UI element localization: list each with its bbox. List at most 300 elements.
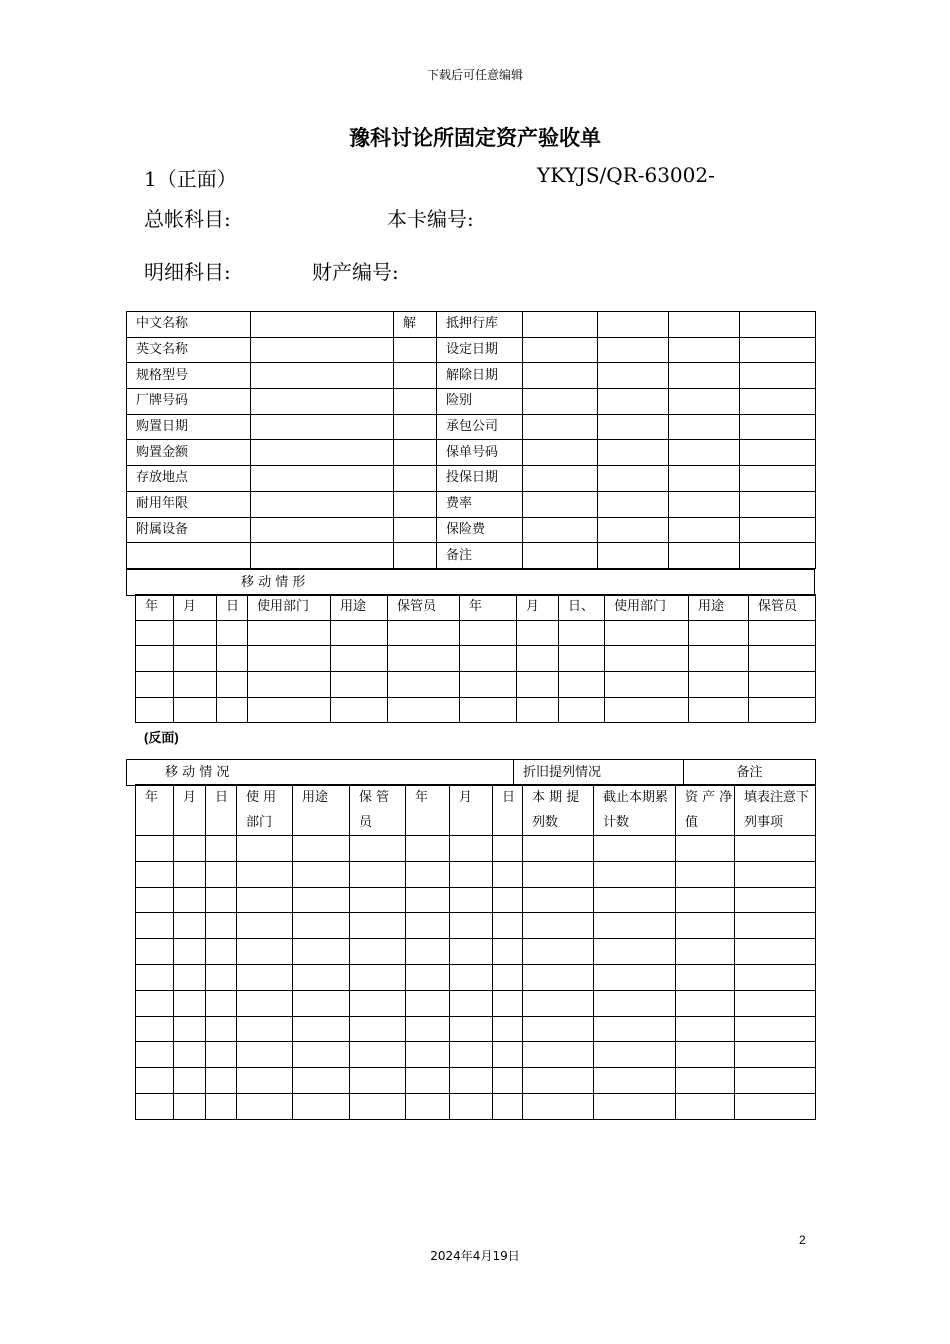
table-cell (594, 990, 676, 1016)
table-cell (406, 990, 450, 1016)
table-cell (293, 1068, 350, 1094)
table-cell (735, 861, 816, 887)
insurance-field-value (740, 312, 816, 338)
column-header: 用途 (293, 785, 350, 836)
table-cell (517, 620, 559, 646)
table-cell (406, 836, 450, 862)
header-note: 下载后可任意编辑 (426, 68, 523, 82)
table-cell (136, 939, 174, 965)
insurance-field-label: 保险费 (437, 517, 523, 543)
jie-cell: 解 (394, 312, 437, 338)
table-row (136, 913, 816, 939)
asset-field-label: 附属设备 (127, 517, 251, 543)
table-cell (293, 836, 350, 862)
insurance-field-value (598, 337, 669, 363)
table-cell (493, 836, 523, 862)
table-cell (237, 1042, 293, 1068)
detail-account-label: 明细科目: (144, 260, 231, 284)
table-cell (689, 672, 749, 698)
table-row (136, 646, 816, 672)
table-row (136, 620, 816, 646)
table-cell (594, 939, 676, 965)
blank-cell (394, 517, 437, 543)
table-cell (689, 620, 749, 646)
table-cell (676, 887, 735, 913)
insurance-field-value (598, 543, 669, 569)
back-movement-title: 移 动 情 况 (127, 760, 514, 786)
table-cell (331, 620, 388, 646)
blank-cell (394, 466, 437, 492)
table-cell (206, 836, 237, 862)
table-cell (493, 1042, 523, 1068)
table-cell (450, 1093, 493, 1119)
blank-cell (394, 363, 437, 389)
table-cell (676, 913, 735, 939)
blank-cell (394, 414, 437, 440)
insurance-field-value (523, 466, 598, 492)
insurance-field-value (740, 466, 816, 492)
table-cell (388, 672, 460, 698)
table-cell (237, 887, 293, 913)
table-cell (735, 1068, 816, 1094)
table-cell (749, 620, 816, 646)
page-number: 2 (799, 1233, 806, 1247)
table-cell (248, 672, 331, 698)
table-cell (206, 1093, 237, 1119)
table-cell (735, 836, 816, 862)
document-title: 豫科讨论所固定资产验收单 (349, 125, 601, 150)
asset-field-value (251, 389, 394, 415)
table-row (136, 887, 816, 913)
table-row (127, 466, 816, 492)
table-cell (217, 697, 248, 723)
column-header: 年 (136, 785, 174, 836)
table-cell (676, 964, 735, 990)
table-cell (174, 887, 206, 913)
insurance-field-value (598, 312, 669, 338)
table-cell (206, 939, 237, 965)
table-cell (517, 672, 559, 698)
table-cell (174, 672, 217, 698)
table-cell (460, 697, 517, 723)
table-cell (676, 861, 735, 887)
column-header: 年 (136, 595, 174, 621)
table-cell (136, 672, 174, 698)
column-header: 使用部门 (248, 595, 331, 621)
table-cell (523, 1016, 594, 1042)
back-side-label: (反面) (144, 730, 179, 745)
table-cell (206, 861, 237, 887)
table-cell (248, 646, 331, 672)
table-cell (350, 913, 406, 939)
column-header: 月 (517, 595, 559, 621)
table-cell (523, 887, 594, 913)
column-header: 用途 (689, 595, 749, 621)
table-cell (217, 646, 248, 672)
table-cell (735, 1042, 816, 1068)
column-header: 月 (174, 785, 206, 836)
table-cell (523, 1068, 594, 1094)
table-cell (735, 939, 816, 965)
asset-field-label: 英文名称 (127, 337, 251, 363)
insurance-field-value (740, 337, 816, 363)
table-cell (676, 1042, 735, 1068)
insurance-field-value (523, 312, 598, 338)
asset-field-value (251, 363, 394, 389)
insurance-field-label: 费率 (437, 491, 523, 517)
asset-field-value (251, 491, 394, 517)
table-cell (735, 964, 816, 990)
table-cell (460, 646, 517, 672)
table-row (127, 517, 816, 543)
table-cell (237, 913, 293, 939)
blank-cell (394, 440, 437, 466)
table-cell (174, 990, 206, 1016)
table-cell (735, 990, 816, 1016)
table-cell (350, 1093, 406, 1119)
table-cell (523, 836, 594, 862)
table-cell (523, 1042, 594, 1068)
table-cell (237, 836, 293, 862)
table-cell (174, 1016, 206, 1042)
table-cell (136, 1093, 174, 1119)
asset-number-label: 财产编号: (312, 260, 399, 284)
insurance-field-label: 备注 (437, 543, 523, 569)
table-cell (605, 697, 689, 723)
table-row (127, 440, 816, 466)
table-cell (136, 1068, 174, 1094)
table-cell (174, 939, 206, 965)
table-cell (450, 836, 493, 862)
table-cell (350, 1016, 406, 1042)
table-cell (174, 861, 206, 887)
column-header: 年 (406, 785, 450, 836)
table-cell (174, 1093, 206, 1119)
table-cell (559, 646, 605, 672)
table-cell (523, 913, 594, 939)
insurance-field-value (598, 466, 669, 492)
insurance-field-value (598, 491, 669, 517)
back-remarks-title: 备注 (684, 760, 816, 786)
table-cell (206, 964, 237, 990)
table-cell (735, 1016, 816, 1042)
table-cell (450, 861, 493, 887)
table-cell (594, 836, 676, 862)
table-cell (406, 1016, 450, 1042)
table-cell (735, 913, 816, 939)
table-row (127, 414, 816, 440)
general-account-label: 总帐科目: (144, 207, 231, 231)
table-cell (237, 964, 293, 990)
insurance-field-value (669, 466, 740, 492)
table-cell (350, 1042, 406, 1068)
insurance-field-value (669, 414, 740, 440)
column-header: 保管员 (388, 595, 460, 621)
table-cell (406, 1093, 450, 1119)
table-cell (493, 1016, 523, 1042)
table-cell (594, 861, 676, 887)
asset-field-label: 存放地点 (127, 466, 251, 492)
table-cell (460, 620, 517, 646)
blank-cell (394, 543, 437, 569)
table-cell (331, 646, 388, 672)
asset-field-label: 厂牌号码 (127, 389, 251, 415)
table-cell (350, 861, 406, 887)
table-cell (676, 1093, 735, 1119)
table-cell (388, 620, 460, 646)
table-cell (331, 672, 388, 698)
table-row (136, 1068, 816, 1094)
table-cell (450, 990, 493, 1016)
table-cell (293, 887, 350, 913)
insurance-field-value (523, 440, 598, 466)
insurance-field-label: 险别 (437, 389, 523, 415)
table-cell (136, 620, 174, 646)
table-cell (136, 697, 174, 723)
table-cell (406, 964, 450, 990)
table-cell (293, 1042, 350, 1068)
table-row (127, 491, 816, 517)
table-cell (493, 1068, 523, 1094)
asset-field-value (251, 466, 394, 492)
table-row (127, 337, 816, 363)
insurance-field-value (669, 491, 740, 517)
table-cell (406, 861, 450, 887)
insurance-field-label: 承包公司 (437, 414, 523, 440)
side-label: 1（正面） (144, 167, 237, 191)
table-cell (406, 887, 450, 913)
table-cell (174, 964, 206, 990)
table-cell (450, 964, 493, 990)
insurance-field-value (523, 363, 598, 389)
table-row (127, 363, 816, 389)
table-cell (406, 1042, 450, 1068)
table-row (136, 1016, 816, 1042)
table-cell (136, 887, 174, 913)
table-cell (206, 887, 237, 913)
table-cell (676, 1016, 735, 1042)
table-cell (237, 990, 293, 1016)
table-row (136, 861, 816, 887)
table-cell (493, 861, 523, 887)
table-cell (689, 646, 749, 672)
table-cell (523, 964, 594, 990)
table-cell (735, 887, 816, 913)
table-cell (293, 913, 350, 939)
insurance-field-label: 解除日期 (437, 363, 523, 389)
table-cell (594, 887, 676, 913)
table-cell (217, 672, 248, 698)
insurance-field-value (740, 543, 816, 569)
table-cell (406, 939, 450, 965)
table-row (136, 1093, 816, 1119)
table-cell (523, 990, 594, 1016)
table-cell (594, 1016, 676, 1042)
column-header: 日 (217, 595, 248, 621)
blank-cell (394, 389, 437, 415)
column-header: 年 (460, 595, 517, 621)
table-cell (217, 620, 248, 646)
table-cell (523, 1093, 594, 1119)
table-cell (735, 1093, 816, 1119)
table-row (136, 990, 816, 1016)
table-cell (450, 1042, 493, 1068)
asset-field-value (251, 414, 394, 440)
table-cell (293, 990, 350, 1016)
asset-field-label: 购置日期 (127, 414, 251, 440)
table-cell (676, 1068, 735, 1094)
table-cell (174, 697, 217, 723)
insurance-field-value (669, 517, 740, 543)
table-cell (450, 913, 493, 939)
insurance-field-value (740, 517, 816, 543)
table-row (136, 697, 816, 723)
table-cell (749, 646, 816, 672)
table-cell (174, 1068, 206, 1094)
column-header: 日 (493, 785, 523, 836)
column-header: 使用部门 (605, 595, 689, 621)
table-cell (136, 1042, 174, 1068)
table-cell (248, 697, 331, 723)
table-cell (559, 697, 605, 723)
table-cell (237, 861, 293, 887)
column-header: 保管员 (749, 595, 816, 621)
insurance-field-value (669, 337, 740, 363)
insurance-field-label: 投保日期 (437, 466, 523, 492)
table-cell (174, 836, 206, 862)
back-detail-table (135, 784, 816, 1120)
table-cell (350, 1068, 406, 1094)
table-cell (136, 646, 174, 672)
table-cell (174, 620, 217, 646)
insurance-field-label: 设定日期 (437, 337, 523, 363)
table-cell (174, 646, 217, 672)
insurance-field-value (669, 363, 740, 389)
column-header: 截止本期累计数 (594, 785, 676, 836)
insurance-field-value (523, 337, 598, 363)
table-cell (749, 697, 816, 723)
table-cell (237, 1068, 293, 1094)
front-movement-table (135, 594, 816, 723)
table-cell (450, 1068, 493, 1094)
insurance-field-value (598, 389, 669, 415)
form-code: YKYJS/QR-63002- (537, 163, 715, 187)
table-cell (517, 646, 559, 672)
table-cell (605, 672, 689, 698)
table-cell (605, 646, 689, 672)
table-cell (206, 990, 237, 1016)
front-movement-title-table (126, 569, 815, 596)
table-cell (676, 990, 735, 1016)
insurance-field-value (669, 543, 740, 569)
asset-field-label: 购置金额 (127, 440, 251, 466)
table-cell (559, 620, 605, 646)
insurance-field-value (740, 389, 816, 415)
insurance-field-value (598, 440, 669, 466)
blank-cell (394, 337, 437, 363)
table-cell (493, 964, 523, 990)
insurance-field-value (523, 389, 598, 415)
table-cell (174, 1042, 206, 1068)
table-cell (136, 836, 174, 862)
column-header: 日 (206, 785, 237, 836)
table-cell (206, 1042, 237, 1068)
insurance-field-value (598, 414, 669, 440)
table-cell (237, 939, 293, 965)
table-cell (293, 964, 350, 990)
table-cell (293, 1016, 350, 1042)
table-cell (559, 672, 605, 698)
table-cell (388, 646, 460, 672)
asset-field-label: 中文名称 (127, 312, 251, 338)
insurance-field-value (740, 363, 816, 389)
column-header: 使 用 部门 (237, 785, 293, 836)
insurance-field-value (523, 543, 598, 569)
table-cell (749, 672, 816, 698)
front-movement-title: 移 动 情 形 (127, 570, 815, 596)
asset-field-value (251, 440, 394, 466)
insurance-field-value (523, 414, 598, 440)
table-cell (523, 939, 594, 965)
table-cell (350, 964, 406, 990)
column-header: 保 管 员 (350, 785, 406, 836)
column-header: 日、 (559, 595, 605, 621)
table-cell (293, 861, 350, 887)
table-cell (136, 913, 174, 939)
table-cell (517, 697, 559, 723)
asset-field-value (251, 517, 394, 543)
table-cell (594, 1068, 676, 1094)
column-header: 月 (450, 785, 493, 836)
insurance-field-value (598, 517, 669, 543)
table-cell (136, 964, 174, 990)
insurance-field-value (523, 517, 598, 543)
table-cell (594, 964, 676, 990)
asset-field-label (127, 543, 251, 569)
table-cell (331, 697, 388, 723)
header-row (136, 785, 816, 836)
table-cell (406, 1068, 450, 1094)
table-cell (450, 887, 493, 913)
asset-field-value (251, 337, 394, 363)
table-row (136, 939, 816, 965)
table-cell (594, 1042, 676, 1068)
table-row (136, 1042, 816, 1068)
table-row (136, 964, 816, 990)
insurance-field-value (740, 414, 816, 440)
table-cell (493, 1093, 523, 1119)
insurance-field-value (669, 312, 740, 338)
depreciation-title: 折旧提列情况 (514, 760, 684, 786)
column-header: 本 期 提 列数 (523, 785, 594, 836)
table-cell (493, 939, 523, 965)
table-cell (450, 1016, 493, 1042)
insurance-field-value (669, 389, 740, 415)
column-header: 用途 (331, 595, 388, 621)
table-cell (293, 1093, 350, 1119)
asset-field-value (251, 543, 394, 569)
back-title-table (126, 759, 816, 786)
card-number-label: 本卡编号: (387, 207, 474, 231)
table-cell (206, 1068, 237, 1094)
table-cell (676, 939, 735, 965)
table-cell (136, 861, 174, 887)
table-cell (350, 990, 406, 1016)
table-cell (206, 913, 237, 939)
insurance-field-value (598, 363, 669, 389)
table-cell (237, 1093, 293, 1119)
asset-field-label: 规格型号 (127, 363, 251, 389)
